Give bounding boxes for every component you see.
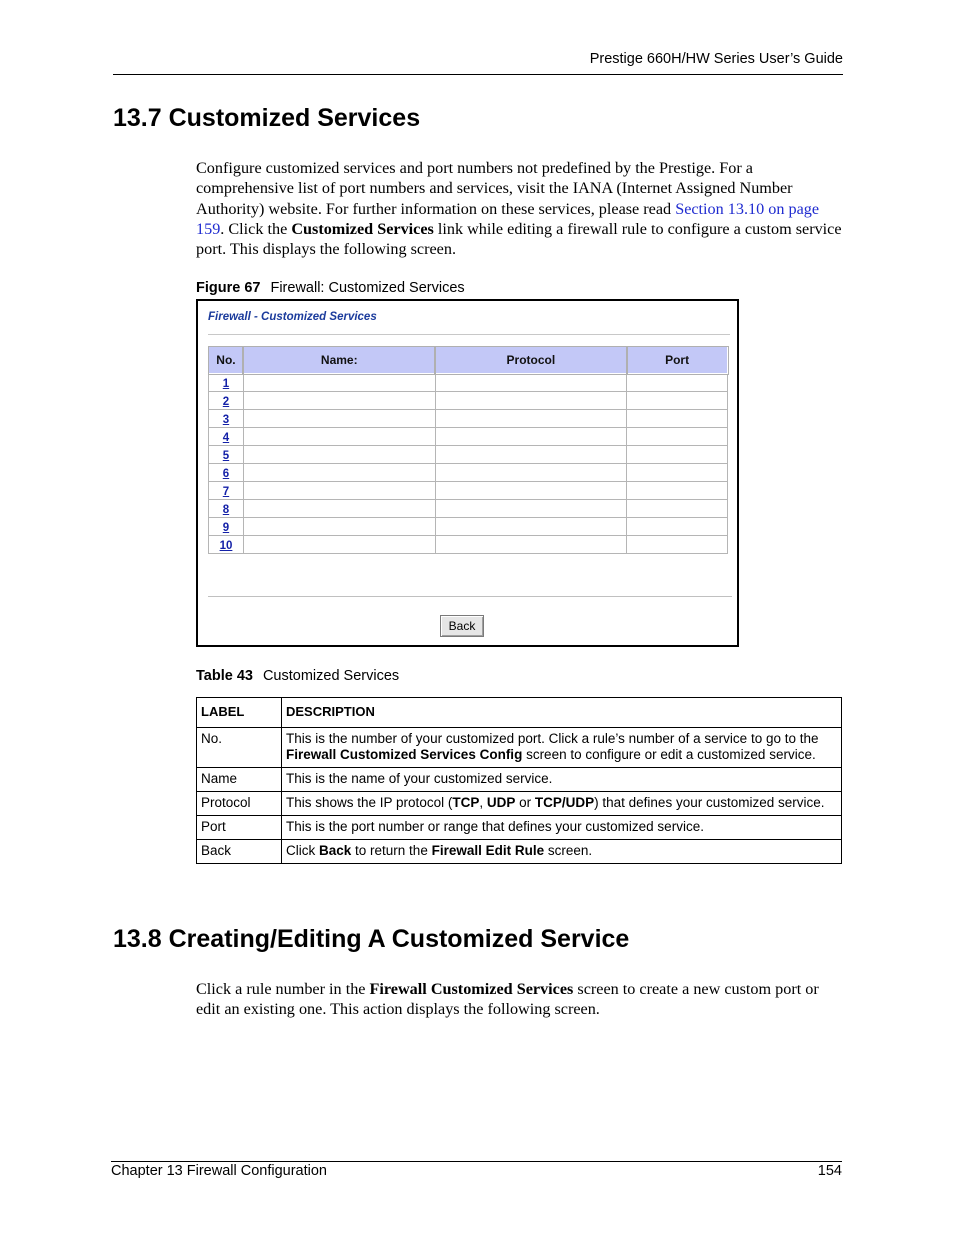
row-label: No. [197, 728, 282, 768]
rule-number-link-5[interactable]: 5 [222, 449, 230, 462]
back-button[interactable]: Back [440, 615, 484, 637]
desc-bold: Firewall Customized Services Config [286, 747, 523, 762]
name-cell [243, 500, 435, 518]
port-cell [627, 374, 728, 392]
section-13-8-paragraph [196, 979, 842, 1020]
column-header-protocol: Protocol [435, 347, 627, 374]
intro-text-3: link while editing a firewall rule to configure a custom service port. This displays the following screen. [196, 219, 842, 259]
table-row [209, 518, 728, 536]
desc-text: or [515, 795, 535, 810]
name-cell [243, 374, 435, 392]
desc-bold: TCP [452, 795, 480, 810]
table-row [197, 728, 842, 768]
table-label: Table 43 [196, 668, 253, 684]
rule-number-link-2[interactable]: 2 [222, 395, 230, 408]
desc-text: This is the number of your customized port. Click a rule’s number of a service to go to the [286, 731, 819, 746]
row-description [282, 728, 842, 768]
name-cell [243, 446, 435, 464]
port-cell [627, 500, 728, 518]
table-row [197, 768, 842, 792]
section-heading-13-7: 13.7 Customized Services [113, 104, 421, 132]
protocol-cell [435, 464, 627, 482]
desc-bold: TCP/UDP [534, 795, 595, 810]
desc-text: This is the port number or range that defines your customized service. [286, 819, 704, 834]
protocol-cell [435, 482, 627, 500]
table-row [197, 792, 842, 816]
protocol-cell [435, 446, 627, 464]
table-row [209, 392, 728, 410]
row-description [282, 768, 842, 792]
port-cell [627, 446, 728, 464]
name-cell [243, 392, 435, 410]
table-row [209, 500, 728, 518]
rule-number-link-6[interactable]: 6 [222, 467, 230, 480]
label-column-header: LABEL [197, 698, 282, 728]
name-cell [243, 410, 435, 428]
port-cell [627, 464, 728, 482]
page-number: 154 [817, 1163, 842, 1179]
guide-title: Prestige 660H/HW Series User’s Guide [589, 51, 843, 67]
rule-number-link-10[interactable]: 10 [219, 539, 233, 552]
description-header-row [197, 698, 842, 728]
desc-text: This is the name of your customized service. [286, 771, 553, 786]
name-cell [243, 518, 435, 536]
port-cell [627, 410, 728, 428]
intro-text-2: . Click the [220, 219, 292, 238]
rule-number-link-9[interactable]: 9 [222, 521, 230, 534]
row-label: Port [197, 816, 282, 840]
description-column-header: DESCRIPTION [282, 698, 842, 728]
rule-number-link-1[interactable]: 1 [222, 377, 230, 390]
table-caption [196, 668, 399, 684]
rule-number-link-4[interactable]: 4 [222, 431, 230, 444]
screen-title: Firewall - Customized Services [208, 311, 377, 323]
protocol-cell [435, 500, 627, 518]
row-description [282, 840, 842, 864]
figure-caption [196, 280, 465, 296]
name-cell [243, 428, 435, 446]
desc-text: , [479, 795, 487, 810]
protocol-cell [435, 374, 627, 392]
name-cell [243, 464, 435, 482]
running-header [113, 51, 843, 75]
running-footer [111, 1161, 842, 1179]
row-label: Name [197, 768, 282, 792]
column-header-no: No. [209, 347, 244, 374]
port-cell [627, 536, 728, 554]
figure-screenshot [196, 299, 739, 647]
table-row [197, 816, 842, 840]
protocol-cell [435, 428, 627, 446]
table-header-row [209, 347, 728, 374]
desc-text: screen to configure or edit a customized service. [522, 747, 816, 762]
customized-services-table [208, 346, 728, 554]
table-row [197, 840, 842, 864]
footer-chapter: Chapter 13 Firewall Configuration [111, 1163, 327, 1179]
column-header-name: Name: [243, 347, 435, 374]
protocol-cell [435, 536, 627, 554]
table-row [209, 536, 728, 554]
desc-text: This shows the IP protocol ( [286, 795, 453, 810]
port-cell [627, 518, 728, 536]
desc-bold: Firewall Edit Rule [431, 843, 545, 858]
figure-caption-text: Firewall: Customized Services [270, 280, 465, 296]
row-label: Protocol [197, 792, 282, 816]
table-caption-text: Customized Services [262, 668, 400, 684]
port-cell [627, 428, 728, 446]
figure-label: Figure 67 [196, 280, 261, 296]
row-label: Back [197, 840, 282, 864]
section-13-10-link[interactable]: Section 13.10 on page 159 [196, 199, 820, 238]
para-text-2: screen to create a new custom port or edit an existing one. This action displays the following screen. [196, 980, 819, 1019]
name-cell [243, 536, 435, 554]
table-row [209, 464, 728, 482]
section-heading-13-8: 13.8 Creating/Editing A Customized Service [113, 925, 630, 953]
intro-bold-customized-services: Customized Services [291, 219, 434, 238]
desc-bold: UDP [486, 795, 516, 810]
desc-bold: Back [319, 843, 352, 858]
column-header-port: Port [627, 347, 728, 374]
para-text-1: Click a rule number in the [196, 980, 370, 998]
row-description [282, 792, 842, 816]
para-bold-firewall-customized-services: Firewall Customized Services [369, 980, 574, 998]
rule-number-link-7[interactable]: 7 [222, 485, 230, 498]
desc-text: to return the [351, 843, 432, 858]
port-cell [627, 392, 728, 410]
table-row [209, 446, 728, 464]
desc-text: ) that defines your customized service. [594, 795, 825, 810]
intro-text-1: Configure customized services and port numbers not predefined by the Prestige. For a comprehensive list of port numbers and services, visit the IANA (Internet Assigned Number Authority) website. For further information on these services, please read [196, 159, 793, 218]
row-description [282, 816, 842, 840]
description-table [196, 697, 842, 864]
table-row [209, 374, 728, 392]
table-row [209, 410, 728, 428]
title-divider [208, 334, 730, 336]
desc-text: screen. [544, 843, 593, 858]
table-row [209, 428, 728, 446]
bottom-divider [208, 596, 732, 598]
protocol-cell [435, 410, 627, 428]
protocol-cell [435, 392, 627, 410]
rule-number-link-8[interactable]: 8 [222, 503, 230, 516]
desc-text: Click [286, 843, 319, 858]
rule-number-link-3[interactable]: 3 [222, 413, 230, 426]
intro-paragraph [196, 158, 842, 259]
protocol-cell [435, 518, 627, 536]
port-cell [627, 482, 728, 500]
table-row [209, 482, 728, 500]
name-cell [243, 482, 435, 500]
